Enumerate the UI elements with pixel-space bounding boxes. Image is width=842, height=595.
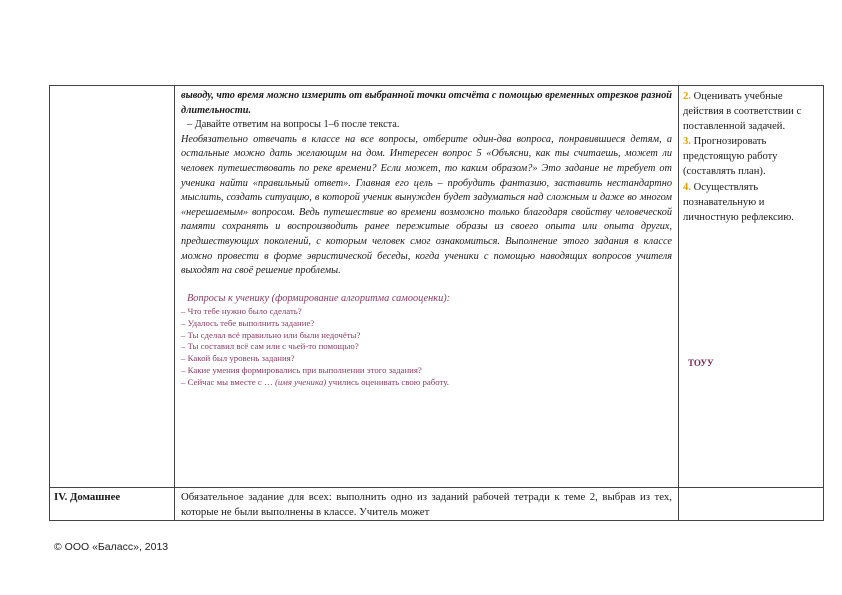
list-item: – Какие умения формировались при выполнении этого задания? [181,364,422,375]
list-item: – Ты составил всё сам или с чьей-то помощью? [181,341,359,352]
skills-cell [679,86,824,488]
list-item-last [181,377,672,389]
skill-item [683,134,819,179]
question-italic: (имя ученика) [274,376,327,387]
table-row [50,86,824,488]
skills-cell-empty [679,488,824,521]
paragraph-conclusion: выводу, что время можно измерить от выбранной точки отсчёта с помощью временных отрезков разной длительности. [181,90,672,116]
questions-list [181,306,672,388]
skill-text: Осуществлять познавательную и личностную рефлексию. [683,181,794,223]
paragraph-commentary: Необязательно отвечать в классе на все вопросы, отберите один-два вопроса, понравившиеся детям, а остальные можно дать желающим на дом. Интересен вопрос 5 «Объясни, как ты считаешь, может ли человек путешествовать по реке времени? Если может, то каким образом?» Это задание не требует от ученика найти «правильный ответ». Главная его цель – пробудить фантазию, заставить нестандартно мыслить, создать ситуацию, в которой ученик вынужден будет задуматься над сложным и даже во многом «нерешаемым» вопросом. Ведь путешествие во времени возможно только благодаря свойству человеческой памяти сохранять и воспроизводить ранее пережитые образы из своего опыта или опыта других, предшествующих поколений, с которым человек смог ознакомиться. Выполнение этого задания в классе можно провести в форме эвристической беседы, когда ученики с помощью наводящих вопросов учителя выходят на своё решение проблемы. [181,133,672,277]
skill-number: 2. [683,91,691,102]
list-item: – Что тебе нужно было сделать? [181,306,302,317]
paragraph-instruction: – Давайте ответим на вопросы 1–6 после текста. [187,119,400,131]
table-row [50,488,824,521]
list-item: – Ты сделал всё правильно или были недочёты? [181,329,361,340]
homework-text: Обязательное задание для всех: выполнить одно из заданий рабочей тетради к теме 2, выбрав из тех, которые не были выполнены в классе. Учитель может [181,491,672,518]
copyright-footer: © ООО «Баласс», 2013 [54,541,169,553]
homework-cell [175,488,679,521]
skill-tag: ТОУУ [688,357,714,368]
question-prefix: – Сейчас мы вместе с … [181,376,275,387]
teacher-activity-cell [175,86,679,488]
skill-item [683,89,819,134]
skill-item [683,180,819,225]
stage-label: IV. Домашнее [50,488,175,521]
stage-cell-empty [50,86,175,488]
skill-text: Оценивать учебные действия в соответствии с поставленной задачей. [683,91,802,133]
question-suffix: учились оценивать свою работу. [326,376,449,387]
skill-number: 4. [683,181,691,193]
list-item: – Какой был уровень задания? [181,353,295,364]
skill-number: 3. [683,136,691,148]
lesson-plan-table [49,85,824,521]
questions-title: Вопросы к ученику (формирование алгоритма самооценки): [187,292,451,304]
list-item: – Удалось тебе выполнить задание? [181,318,315,329]
skill-text: Прогнозировать предстоящую работу (составлять план). [683,136,778,178]
